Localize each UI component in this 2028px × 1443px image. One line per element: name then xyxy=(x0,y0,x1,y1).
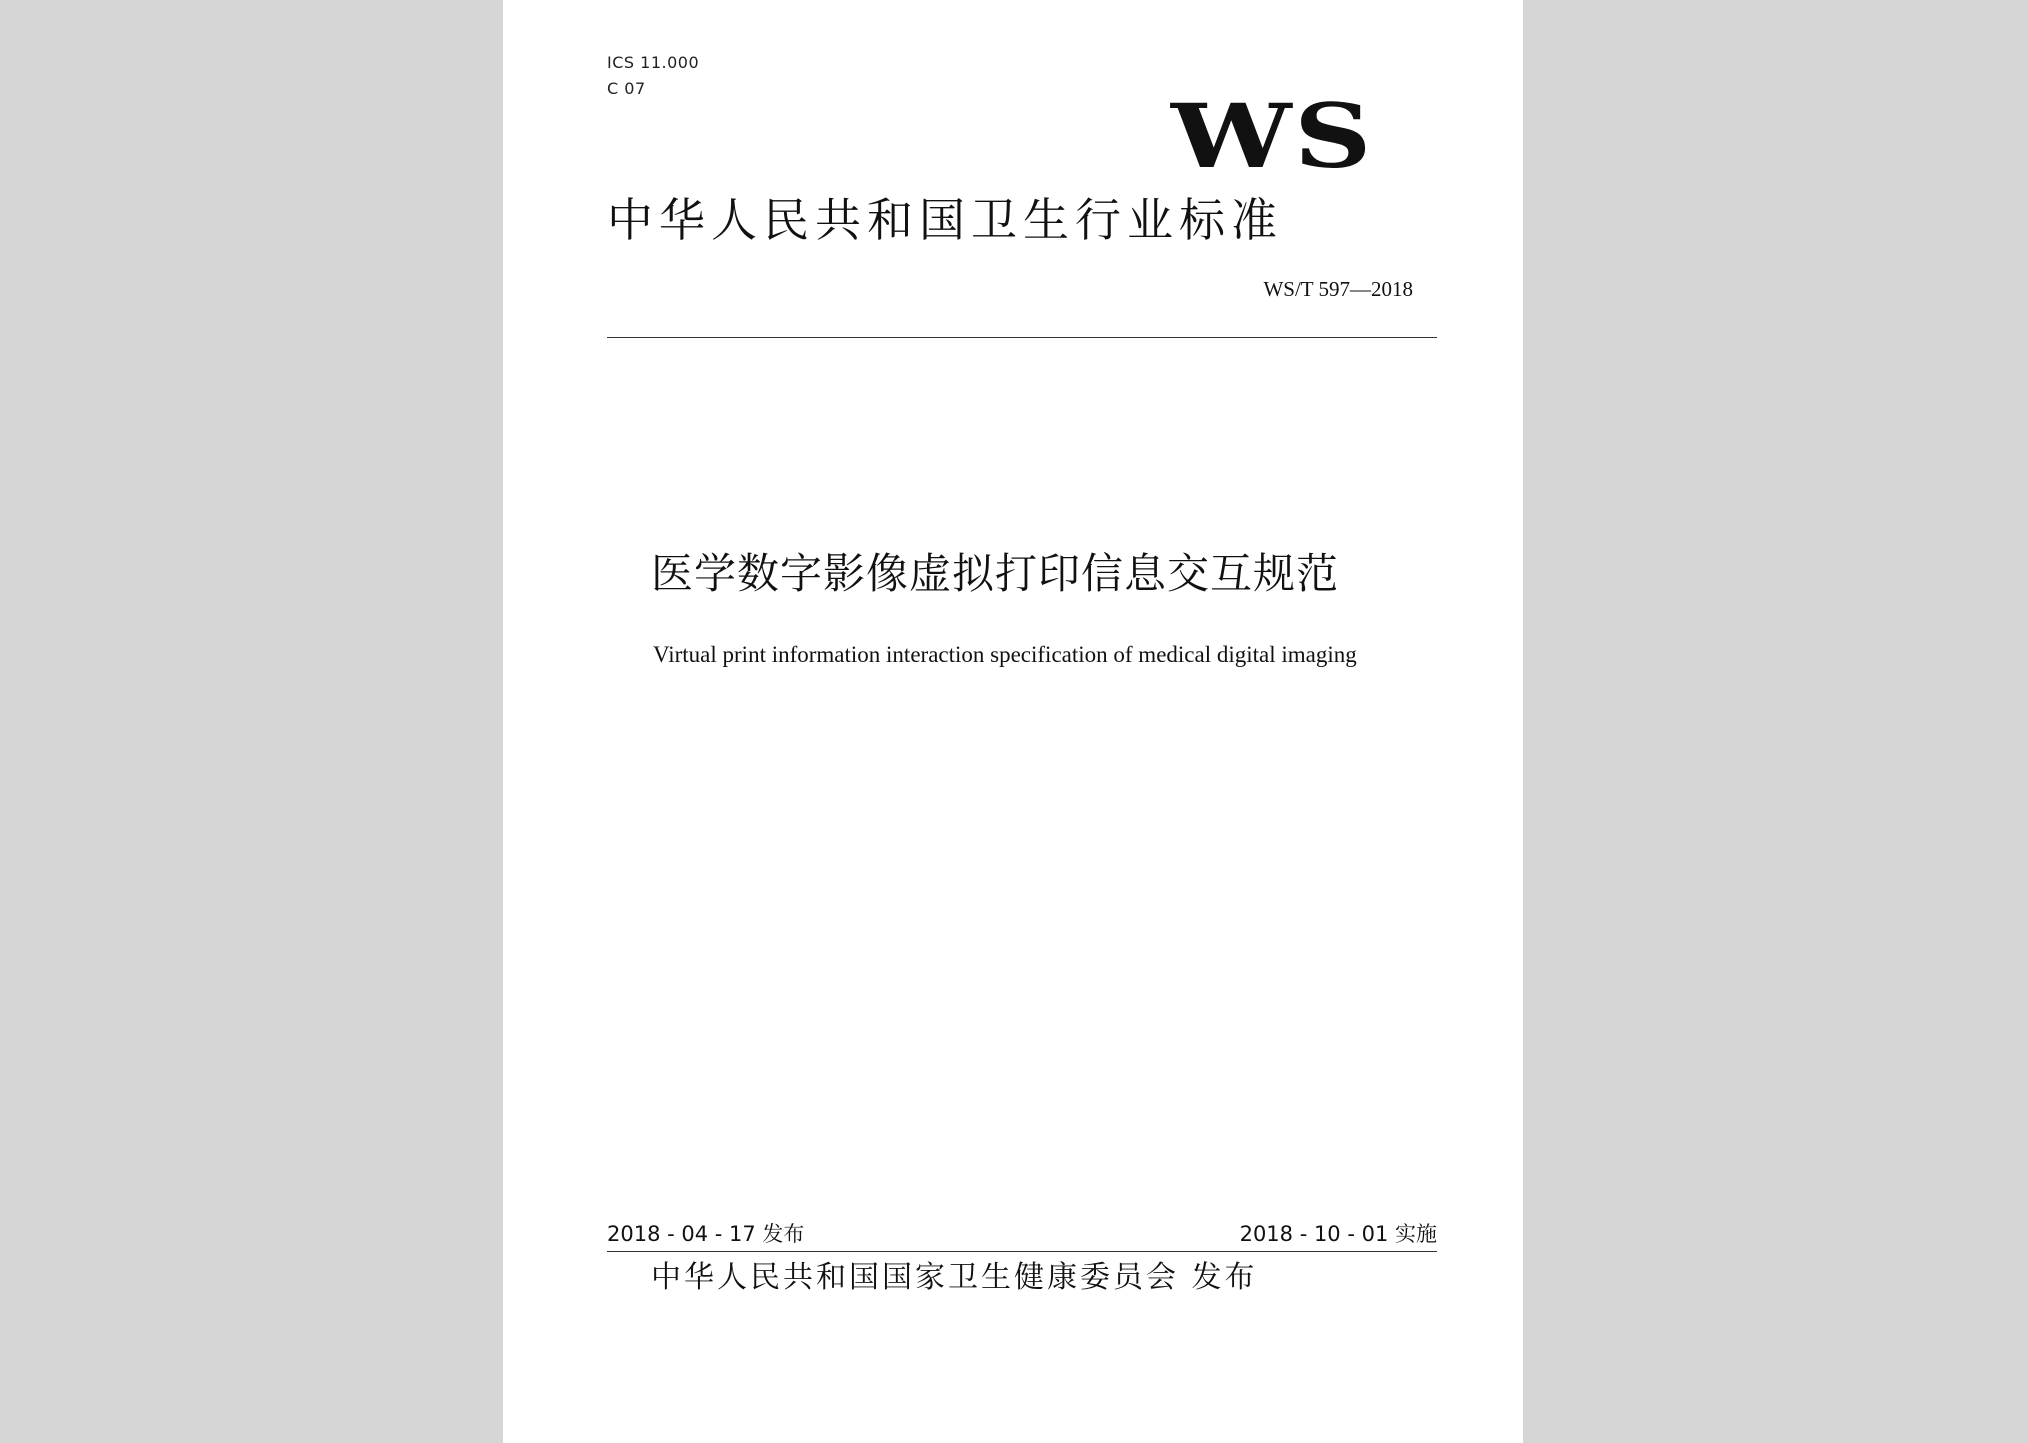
publisher: 中华人民共和国国家卫生健康委员会 发布 xyxy=(651,1260,1258,1295)
issue-date: 2018 - 04 - 17 发布 xyxy=(607,1222,805,1246)
document-page xyxy=(503,0,1523,1443)
document-title-chinese: 医学数字影像虚拟打印信息交互规范 xyxy=(651,549,1340,598)
ics-code: ICS 11.000 xyxy=(607,53,700,72)
ws-logo: WS xyxy=(1171,84,1374,188)
footer-divider xyxy=(607,1251,1437,1252)
classification-codes xyxy=(607,50,699,102)
header-divider xyxy=(607,337,1437,338)
document-number: WS/T 597—2018 xyxy=(1263,277,1413,301)
ccs-code: C 07 xyxy=(607,79,646,98)
implementation-date: 2018 - 10 - 01 实施 xyxy=(1239,1222,1437,1246)
document-title-english: Virtual print information interaction specification of medical digital imaging xyxy=(653,642,1357,667)
standard-type-title: 中华人民共和国卫生行业标准 xyxy=(607,193,1283,247)
